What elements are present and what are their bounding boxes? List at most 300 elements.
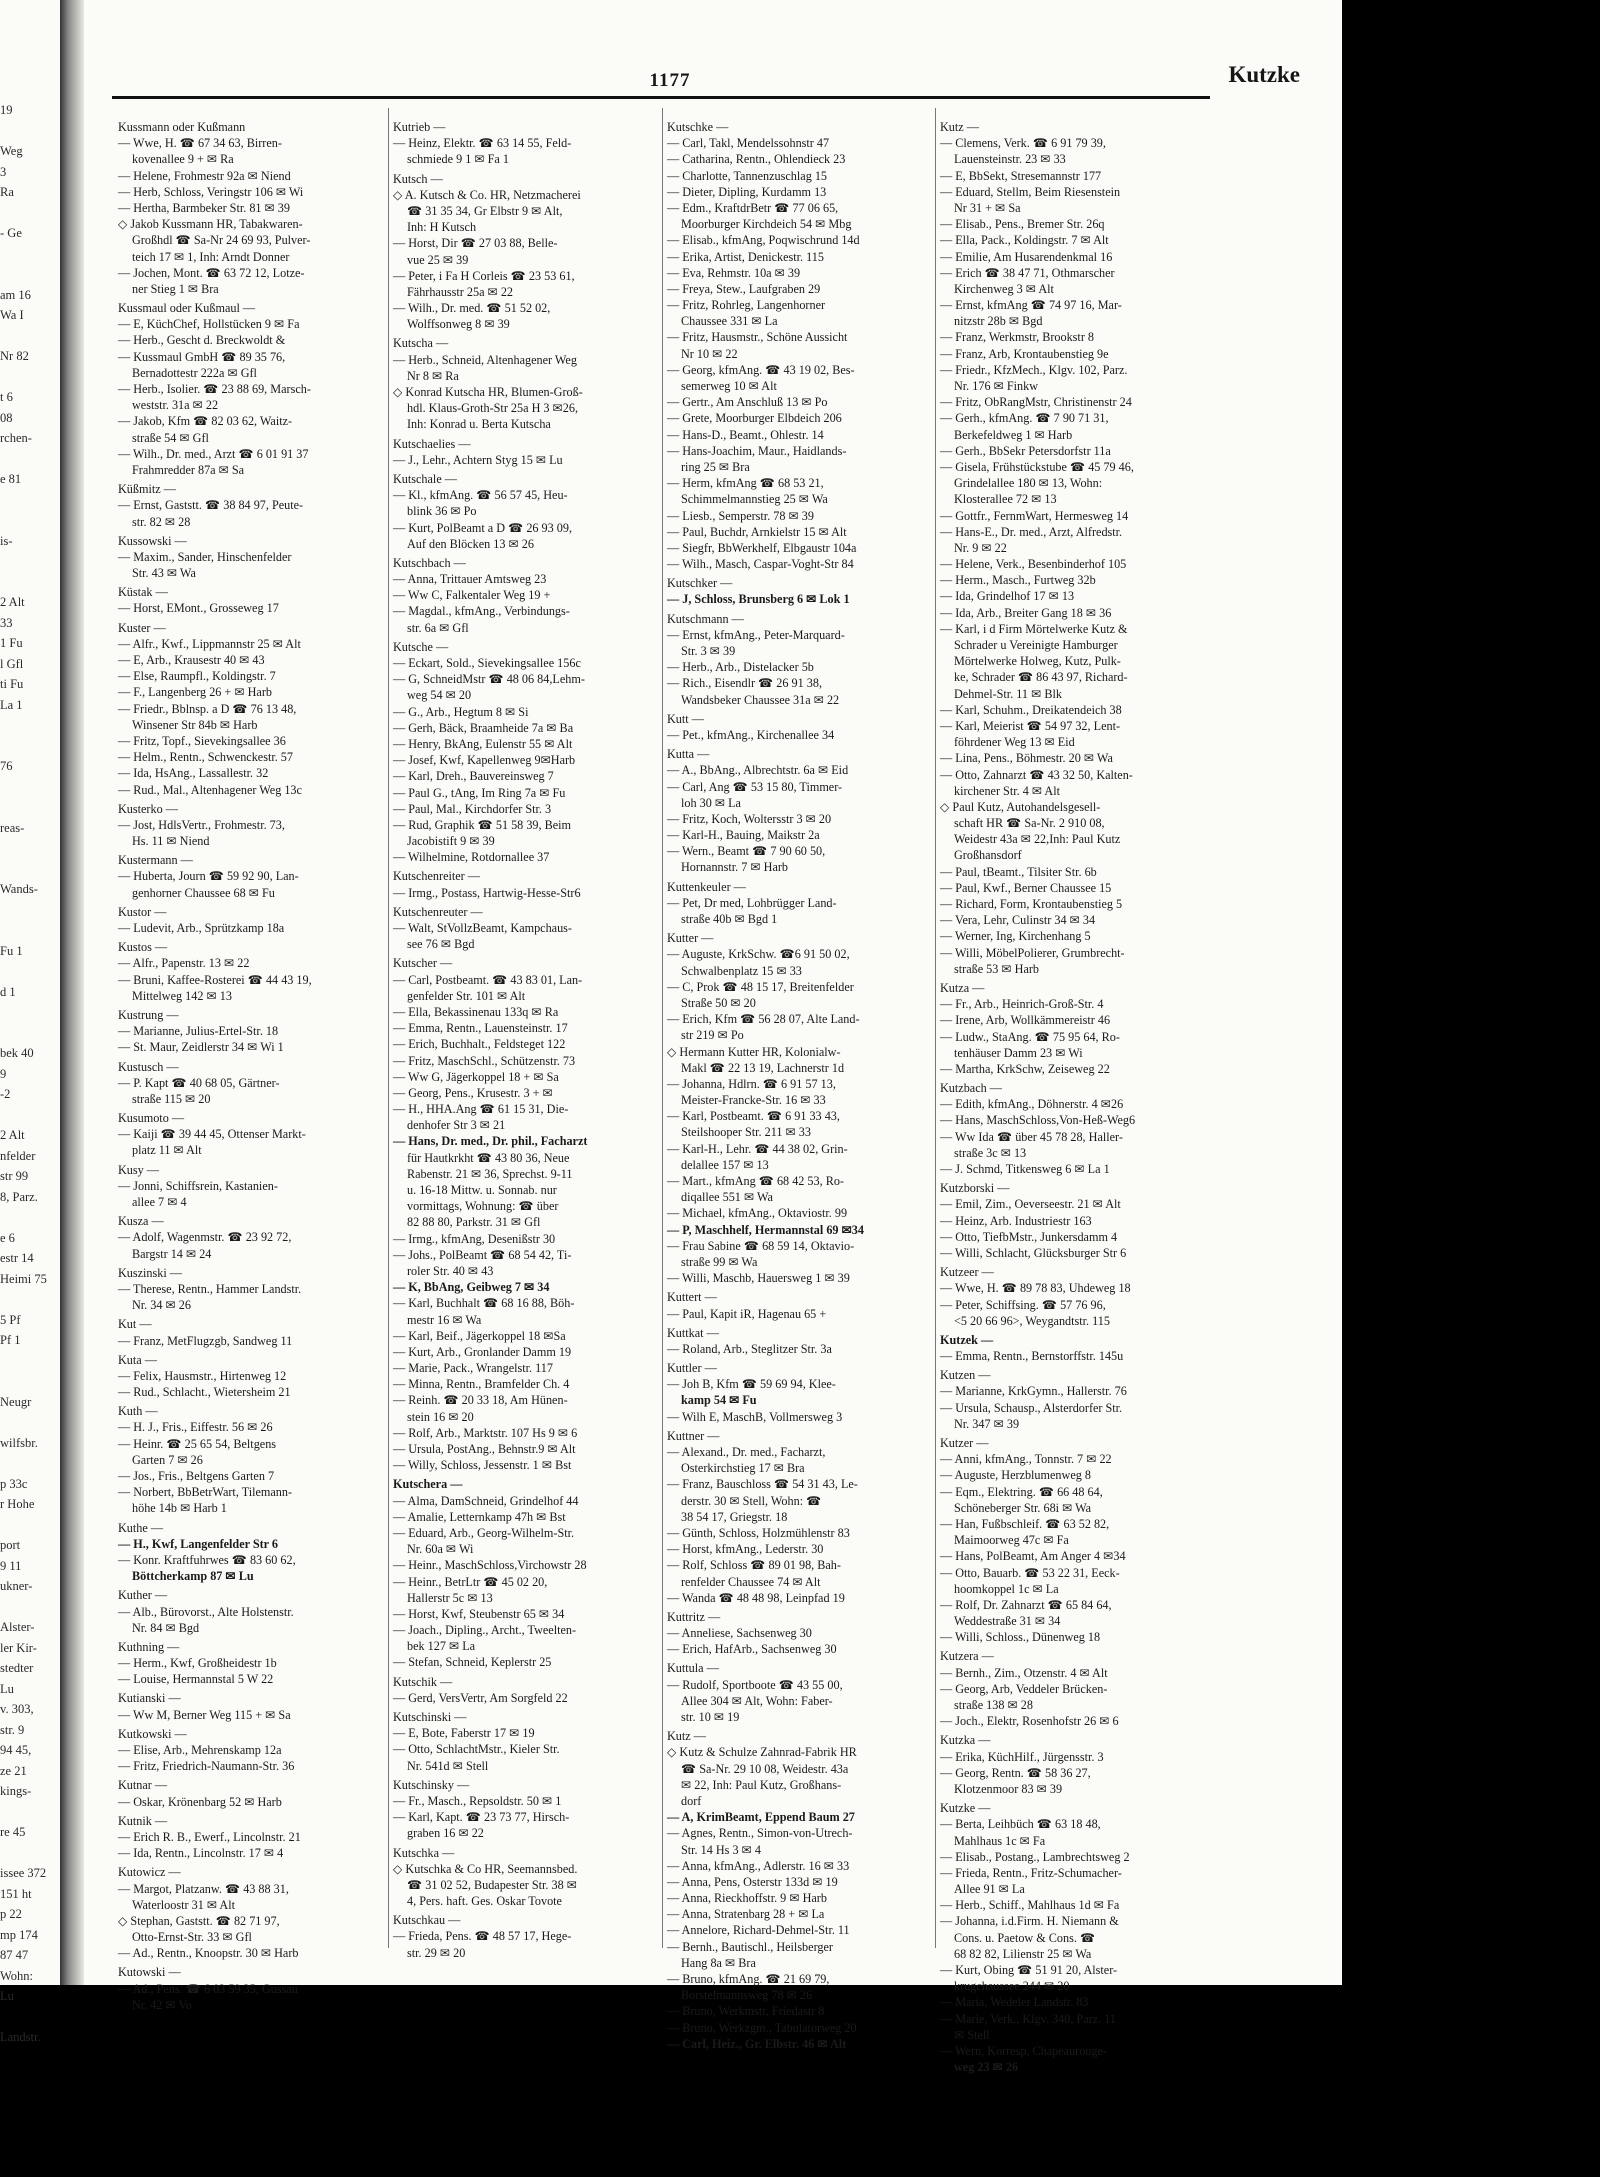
directory-entry-line: — Wilh., Dr. med. ☎ 51 52 02, [393, 301, 551, 316]
directory-entry-line: — Ludevit, Arb., Sprützkamp 18a [118, 921, 285, 935]
directory-entry-line: — Karl, Kapt. ☎ 23 73 77, Hirsch- [393, 1810, 570, 1825]
directory-entry-line: — Frieda, Pens. ☎ 48 57 17, Hege- [393, 1929, 572, 1944]
directory-entry-line: Allee 91 ✉ La [954, 1882, 1025, 1897]
directory-entry-line: — Alma, DamSchneid, Grindelhof 44 [393, 1493, 579, 1508]
facing-page-text [0, 1371, 60, 1392]
facing-page-text: 8, Parz. [0, 1189, 38, 1204]
directory-column-3 [667, 116, 939, 2051]
directory-entry-line: — Peter, i Fa H Corleis ☎ 23 53 61, [393, 268, 575, 283]
directory-entry-line: — Kurt, Arb., Gronlander Damm 19 [393, 1344, 572, 1359]
directory-entry-line: ☎ Sa-Nr. 29 10 08, Weidestr. 43a [681, 1761, 849, 1776]
facing-page-text: Landstr. [0, 2030, 41, 2044]
directory-entry-line: — Bernh., Bautischl., Heilsberger [667, 1939, 833, 1954]
surname-heading: Kutzera — [940, 1649, 994, 1664]
directory-entry-line: — H., HHA.Ang ☎ 61 15 31, Die- [393, 1102, 569, 1117]
directory-entry-line: — A., BbAng., Albrechtstr. 6a ✉ Eid [667, 763, 849, 778]
facing-page-text: 94 45, [0, 1743, 32, 1757]
directory-entry-line: Cons. u. Paetow & Cons. ☎ [954, 1930, 1096, 1945]
facing-page-text [0, 1453, 60, 1474]
directory-entry-line: Chaussee 331 ✉ La [681, 314, 778, 329]
directory-entry-line: — Fritz, Topf., Sievekingsallee 36 [118, 733, 286, 748]
directory-entry-line: ◇ Kutschka & Co HR, Seemannsbed. [393, 1861, 578, 1876]
directory-entry-line: — Friedr., KfzMech., Klgv. 102, Parz. [940, 362, 1128, 377]
directory-entry-line: — Maria, Wedeler Landstr. 83 [940, 1995, 1089, 2010]
directory-entry-line: — Wern., Beamt ☎ 7 90 60 50, [667, 844, 826, 859]
directory-entry-line: — Emilie, Am Husarendenkmal 16 [940, 249, 1113, 264]
directory-entry-line: 38 54 17, Griegstr. 18 [681, 1509, 788, 1524]
facing-page-text: bek 40 [0, 1046, 34, 1060]
directory-entry-line: — Bernh., Zim., Otzenstr. 4 ✉ Alt [940, 1665, 1108, 1680]
directory-entry-line: Wolffsonweg 8 ✉ 39 [407, 317, 510, 332]
facing-page-text: ze 21 [0, 1763, 27, 1778]
surname-heading: Kutta — [667, 747, 710, 762]
directory-entry-line: — Elise, Arb., Mehrenskamp 12a [118, 1743, 282, 1757]
surname-heading: Kuttler — [667, 1361, 717, 1376]
surname-heading: Kuthe — [118, 1520, 164, 1535]
directory-entry-line: — Johs., PolBeamt ☎ 68 54 42, Ti- [393, 1247, 572, 1262]
facing-page-text: 87 47 [0, 1948, 29, 1962]
directory-entry-line: — Anna, Trittauer Amtsweg 23 [393, 572, 547, 587]
facing-page-text: re 45 [0, 1825, 26, 1839]
directory-entry-line: — Ida, Rentn., Lincolnstr. 17 ✉ 4 [118, 1846, 284, 1861]
directory-entry-line: ◇ Stephan, Gaststt. ☎ 82 71 97, [118, 1913, 280, 1928]
directory-entry-line: — Fritz, MaschSchl., Schützenstr. 73 [393, 1053, 576, 1068]
directory-entry-line: blink 36 ✉ Po [407, 504, 477, 519]
directory-entry-line: Kirchenweg 3 ✉ Alt [954, 281, 1054, 296]
facing-page-text: p 22 [0, 1907, 22, 1921]
directory-entry-line: — Herm., Kwf, Großheidestr 1b [118, 1656, 277, 1671]
directory-entry-line: genfelder Str. 101 ✉ Alt [407, 988, 526, 1003]
surname-heading: Kutschinski — [393, 1710, 467, 1724]
directory-entry-line: — Friedr., Bblnsp. a D ☎ 76 13 48, [118, 701, 297, 716]
directory-entry-line: — F., Langenberg 26 + ✉ Harb [118, 685, 272, 700]
directory-entry-line: Nr. 42 ✉ Vo [132, 1997, 192, 2012]
directory-entry-line: — Herm., Masch., Furtweg 32b [940, 573, 1096, 588]
directory-entry-line: — Carl, Takl, Mendelssohnstr 47 [667, 136, 830, 151]
directory-entry-line: — Heinz, Arb. Industriestr 163 [940, 1213, 1092, 1228]
directory-entry-line: — Karl, i d Firm Mörtelwerke Kutz & [940, 621, 1128, 636]
surname-heading: Kutschale — [393, 471, 457, 486]
directory-entry-line: — Marianne, KrkGymn., Hallerstr. 76 [940, 1384, 1127, 1399]
directory-entry-line: — Adolf, Wagenmstr. ☎ 23 92 72, [118, 1230, 292, 1245]
directory-entry-line: — Vera, Lehr, Culinstr 34 ✉ 34 [940, 913, 1096, 928]
directory-entry-line: — Georg, Rentn. ☎ 58 36 27, [940, 1765, 1091, 1780]
directory-entry-line: vue 25 ✉ 39 [407, 252, 469, 267]
directory-entry-line: u. 16-18 Mittw. u. Sonnab. nur [407, 1183, 557, 1197]
surname-heading: Kustos — [118, 940, 168, 955]
directory-entry-line: — Rolf, Arb., Marktstr. 107 Hs 9 ✉ 6 [393, 1425, 578, 1440]
directory-entry-line: — Bruno, Werkmstr, Friedastr 8 [667, 2004, 825, 2019]
facing-page-text: e 6 [0, 1230, 15, 1245]
directory-entry-line: — Erika, KüchHilf., Jürgensstr. 3 [940, 1749, 1104, 1764]
facing-page-text: -2 [0, 1087, 11, 1101]
surname-heading: Kussmaul oder Kußmaul — [118, 301, 256, 316]
directory-entry-line: — Grete, Moorburger Elbdeich 206 [667, 411, 842, 426]
directory-entry-line: straße 53 ✉ Harb [954, 961, 1040, 976]
directory-entry-line: ◇ A. Kutsch & Co. HR, Netzmacherei [393, 187, 581, 202]
directory-entry-line: — Emma, Rentn., Bernstorffstr. 145u [940, 1349, 1124, 1364]
directory-entry-line: nitzstr 28b ✉ Bgd [954, 314, 1043, 329]
directory-entry-line: — Karl, Schuhm., Dreikatendeich 38 [940, 702, 1122, 717]
directory-entry-line: str. 6a ✉ Gfl [407, 620, 469, 635]
facing-page-text [0, 777, 60, 798]
facing-page-text: 08 [0, 410, 13, 425]
directory-entry-line: — Joh B, Kfm ☎ 59 69 94, Klee- [667, 1377, 836, 1392]
directory-entry-line: — Carl, Postbeamt. ☎ 43 83 01, Lan- [393, 972, 583, 987]
directory-entry-line: — Jonni, Schiffsrein, Kastanien- [118, 1178, 278, 1193]
directory-entry-line: Nr. 347 ✉ 39 [954, 1416, 1020, 1431]
directory-entry-line: straße 99 ✉ Wa [681, 1254, 758, 1269]
directory-entry-line: ner Stieg 1 ✉ Bra [132, 281, 219, 296]
directory-entry-line: — Jakob, Kfm ☎ 82 03 62, Waitz- [118, 414, 293, 429]
surname-heading: Kutschenreiter — [393, 869, 480, 884]
directory-entry-line: genhorner Chaussee 68 ✉ Fu [132, 885, 275, 900]
surname-heading: Kusy — [118, 1162, 159, 1177]
directory-entry-line: — Hans, MaschSchloss,Von-Heß-Weg6 [940, 1113, 1136, 1128]
surname-heading: Kutzbach — [940, 1081, 1002, 1096]
directory-entry-line: — Reinh. ☎ 20 33 18, Am Hünen- [393, 1393, 568, 1408]
directory-entry-line: — Carl, Ang ☎ 53 15 80, Timmer- [667, 779, 843, 794]
surname-heading: Kutz — [667, 1729, 706, 1744]
directory-entry-line: kirchener Str. 4 ✉ Alt [954, 783, 1061, 798]
directory-entry-line: — Auguste, KrkSchw. ☎6 91 50 02, [667, 947, 850, 962]
facing-page-text [0, 859, 60, 880]
directory-entry-line: tenhäuser Damm 23 ✉ Wi [954, 1045, 1083, 1060]
directory-entry-line: — Georg, Arb, Veddeler Brücken- [940, 1681, 1108, 1696]
directory-entry-line: — Heinr., MaschSchloss,Virchowstr 28 [393, 1558, 587, 1573]
facing-page-text: 5 Pf [0, 1312, 21, 1327]
directory-entry-line: diqallee 551 ✉ Wa [681, 1190, 773, 1205]
directory-entry-line: — Georg, kfmAng. ☎ 43 19 02, Bes- [667, 362, 855, 377]
facing-page-text: e 81 [0, 472, 22, 486]
facing-page-text [0, 1023, 60, 1044]
surname-heading: Kutschaelies — [393, 436, 471, 451]
directory-entry-line: — Erich ☎ 38 47 71, Othmarscher [940, 265, 1115, 280]
directory-entry-line: Str. 14 Hs 3 ✉ 4 [681, 1842, 761, 1857]
directory-entry-line: — Gisela, Frühstückstube ☎ 45 79 46, [940, 459, 1134, 474]
directory-entry-line: Maimoorweg 47c ✉ Fa [954, 1533, 1069, 1548]
surname-heading: Küstak — [118, 585, 168, 600]
directory-entry-line: — Rich., Eisendlr ☎ 26 91 38, [667, 676, 822, 691]
directory-entry-line: — Karl, Meierist ☎ 54 97 32, Lent- [940, 718, 1121, 733]
facing-page-text: 2 Alt [0, 595, 25, 609]
directory-entry-line: — Lina, Pens., Böhmestr. 20 ✉ Wa [940, 751, 1113, 766]
directory-entry-line: Nr. 176 ✉ Finkw [954, 379, 1039, 393]
directory-entry-line: — Paul, Mal., Kirchdorfer Str. 3 [393, 801, 552, 816]
directory-entry-line: Otto-Ernst-Str. 33 ✉ Gfl [132, 1930, 252, 1945]
facing-page-text: rchen- [0, 431, 32, 445]
surname-heading: Kutschera — [393, 1477, 463, 1492]
facing-page-text [0, 736, 60, 757]
directory-entry-line: — Gertr., Am Anschluß 13 ✉ Po [667, 395, 828, 410]
facing-page-text: l Gfl [0, 656, 24, 671]
directory-entry-line: — Ernst, kfmAng., Peter-Marquard- [667, 627, 845, 642]
surname-heading: Kuster — [118, 620, 166, 635]
surname-heading: Kutschke — [667, 120, 729, 134]
surname-heading: Kusterko — [118, 801, 178, 816]
directory-entry-line: — Ida, Grindelhof 17 ✉ 13 [940, 589, 1075, 604]
directory-entry-line: — Otto, Zahnarzt ☎ 43 32 50, Kalten- [940, 767, 1133, 782]
directory-entry-line: roler Str. 40 ✉ 43 [407, 1263, 494, 1278]
directory-entry-line: — K, BbAng, Geibweg 7 ✉ 34 [393, 1280, 550, 1295]
surname-heading: Kutrieb — [393, 120, 446, 134]
directory-entry-line: weg 54 ✉ 20 [407, 688, 472, 703]
facing-page-text: 19 [0, 103, 13, 117]
directory-entry-line: straße 115 ✉ 20 [132, 1091, 211, 1106]
surname-heading: Kutnik — [118, 1813, 168, 1828]
facing-page-text [0, 449, 60, 470]
directory-entry-line: — Herb, Schloss, Veringstr 106 ✉ Wi [118, 184, 304, 199]
facing-page-text: ler Kir- [0, 1640, 37, 1655]
directory-entry-line: — Ursula, Schausp., Alsterdorfer Str. [940, 1400, 1123, 1415]
facing-page-text: Neugr [0, 1394, 32, 1409]
directory-entry-line: <5 20 66 96>, Weygandtstr. 115 [954, 1313, 1110, 1328]
directory-entry-line: — Ww Ida ☎ über 45 78 28, Haller- [940, 1129, 1123, 1144]
directory-entry-line: — Heinz, Elektr. ☎ 63 14 55, Feld- [393, 136, 572, 151]
directory-entry-line: — Gerd, VersVertr, Am Sorgfeld 22 [393, 1690, 568, 1705]
surname-heading: Kutzke — [940, 1801, 991, 1816]
directory-entry-line: — Else, Raumpfl., Koldingstr. 7 [118, 669, 276, 684]
directory-entry-line: Großhdl ☎ Sa-Nr 24 69 93, Pulver- [132, 233, 311, 248]
directory-entry-line: Großhansdorf [954, 848, 1022, 863]
directory-entry-line: — Karl, Buchhalt ☎ 68 16 88, Böh- [393, 1296, 575, 1311]
directory-entry-line: — Emma, Rentn., Lauensteinstr. 17 [393, 1021, 568, 1036]
directory-entry-line: ring 25 ✉ Bra [681, 459, 750, 474]
facing-page-text: kings- [0, 1784, 32, 1798]
directory-entry-line: für Hautkrkht ☎ 43 80 36, Neue [407, 1150, 570, 1165]
directory-entry-line: Auf den Blöcken 13 ✉ 26 [407, 536, 534, 551]
directory-entry-line: — Ursula, PostAng., Behnstr.9 ✉ Alt [393, 1442, 576, 1456]
directory-entry-line: vormittags, Wohnung: ☎ über [407, 1199, 559, 1214]
directory-entry-line: — Erich, Kfm ☎ 56 28 07, Alte Land- [667, 1012, 860, 1027]
directory-entry-line: Inh: Konrad u. Berta Kutscha [407, 417, 551, 432]
directory-entry-line: — Elisab., Postang., Lambrechtsweg 2 [940, 1849, 1130, 1864]
directory-entry-line: höhe 14b ✉ Harb 1 [132, 1501, 227, 1516]
directory-entry-line: — Oskar, Krönenbarg 52 ✉ Harb [118, 1794, 282, 1809]
directory-entry-line: — Hans, Dr. med., Dr. phil., Facharzt [393, 1134, 588, 1149]
surname-heading: Kuta — [118, 1352, 157, 1367]
directory-entry-line: — Wanda ☎ 48 48 98, Leinpfad 19 [667, 1590, 845, 1605]
directory-entry-line: Mittelweg 142 ✉ 13 [132, 988, 232, 1003]
directory-entry-line: — Georg, Pens., Krusestr. 3 + ✉ [393, 1085, 553, 1100]
directory-entry-line: Bargstr 14 ✉ 24 [132, 1246, 212, 1261]
directory-entry-line: — Herm, kfmAng ☎ 68 53 21, [667, 476, 824, 491]
directory-entry-line: — Anna, Rieckhoffstr. 9 ✉ Harb [667, 1891, 827, 1906]
directory-entry-line: — Kaiji ☎ 39 44 45, Ottenser Markt- [118, 1127, 306, 1142]
surname-heading: Kutowski — [118, 1965, 181, 1980]
directory-entry-line: — E, Arb., Krausestr 40 ✉ 43 [118, 653, 265, 667]
surname-heading: Kuszinski — [118, 1265, 182, 1280]
directory-entry-line: föhrdener Weg 13 ✉ Eid [954, 735, 1075, 750]
directory-entry-line: — Clemens, Verk. ☎ 6 91 79 39, [940, 136, 1106, 151]
directory-entry-line: renfelder Chaussee 74 ✉ Alt [681, 1574, 821, 1589]
directory-entry-line: Hang 8a ✉ Bra [681, 1955, 756, 1970]
directory-entry-line: — Alexand., Dr. med., Facharzt, [667, 1445, 826, 1459]
directory-entry-line: Klosterallee 72 ✉ 13 [954, 492, 1057, 507]
surname-heading: Kutsche — [393, 639, 449, 654]
facing-page-text: Wa I [0, 308, 24, 322]
surname-heading: Kut — [118, 1317, 152, 1332]
directory-entry-line: — Wilh E, MaschB, Vollmersweg 3 [667, 1409, 843, 1424]
surname-heading: Kuttert — [667, 1290, 717, 1305]
directory-entry-line: — Rud., Schlacht., Wietersheim 21 [118, 1385, 291, 1400]
directory-entry-line: Wandsbeker Chaussee 31a ✉ 22 [681, 692, 840, 707]
directory-entry-line: — Marie, Verk., Klgv. 340, Parz. 11 [940, 2011, 1116, 2026]
directory-column-4 [940, 116, 1212, 2075]
facing-page-text: v. 303, [0, 1702, 34, 1716]
surname-heading: Kutt — [667, 711, 704, 726]
directory-entry-line: — Ernst, kfmAng ☎ 74 97 16, Mar- [940, 298, 1122, 313]
directory-entry-line: — A, KrimBeamt, Eppend Baum 27 [667, 1810, 855, 1825]
facing-page-text: wilfsbr. [0, 1435, 38, 1450]
directory-entry-line: Mahlhaus 1c ✉ Fa [954, 1833, 1046, 1848]
facing-page-text: 1 Fu [0, 636, 23, 650]
directory-entry-line: — Irene, Arb, Wollkämmereistr 46 [940, 1013, 1111, 1028]
directory-entry-line: Hs. 11 ✉ Niend [132, 834, 210, 849]
surname-heading: Kustermann — [118, 853, 193, 868]
facing-page-text [0, 715, 60, 736]
directory-entry-line: schaft HR ☎ Sa-Nr. 2 910 08, [954, 816, 1105, 831]
facing-page-text: Lu [0, 1681, 14, 1696]
directory-entry-line: Böttcherkamp 87 ✉ Lu [132, 1569, 254, 1584]
facing-page-text: str 99 [0, 1169, 29, 1183]
directory-entry-line: — Gerh., BbSekr Petersdorfstr 11a [940, 443, 1111, 458]
directory-entry-line: — Marianne, Julius-Ertel-Str. 18 [118, 1024, 279, 1039]
surname-heading: Kutschker — [667, 576, 733, 591]
facing-page-text [0, 490, 60, 511]
directory-entry-line: — Martha, KrkSchw, Zeiseweg 22 [940, 1061, 1110, 1076]
directory-entry-line: ☎ 31 35 34, Gr Elbstr 9 ✉ Alt, [407, 203, 563, 218]
directory-entry-line: — Fritz, Koch, Woltersstr 3 ✉ 20 [667, 811, 832, 826]
facing-page-text [0, 510, 60, 531]
directory-entry-line: Winsener Str 84b ✉ Harb [132, 717, 258, 732]
directory-entry-line: stein 16 ✉ 20 [407, 1409, 474, 1424]
directory-entry-line: — Siegfr, BbWerkhelf, Elbgaustr 104a [667, 540, 857, 555]
directory-entry-line: derstr. 30 ✉ Stell, Wohn: ☎ [681, 1493, 822, 1508]
directory-entry-line: — Felix, Hausmstr., Hirtenweg 12 [118, 1368, 287, 1383]
directory-entry-line: Allee 304 ✉ Alt, Wohn: Faber- [681, 1693, 833, 1708]
directory-entry-line: semerweg 10 ✉ Alt [681, 379, 777, 393]
directory-entry-line: Nr. 60a ✉ Wi [407, 1542, 474, 1557]
surname-heading: Kutscha — [393, 336, 449, 351]
directory-entry-line: Makl ☎ 22 13 19, Lachnerstr 1d [681, 1060, 845, 1075]
directory-entry-line: — Gerh, Bäck, Braamheide 7a ✉ Ba [393, 720, 574, 735]
directory-entry-line: — Anni, kfmAng., Tonnstr. 7 ✉ 22 [940, 1452, 1112, 1467]
facing-page-text: port [0, 1538, 21, 1552]
facing-page-text: Fu 1 [0, 943, 23, 958]
directory-entry-line: — Liesb., Semperstr. 78 ✉ 39 [667, 508, 814, 523]
surname-heading: Kussowski — [118, 533, 187, 548]
facing-page-text: Weg [0, 144, 23, 158]
facing-page-text: Lu [0, 1989, 14, 2003]
directory-entry-line: — Ludw., StaAng. ☎ 75 95 64, Ro- [940, 1029, 1120, 1044]
directory-entry-line: — Edith, kfmAng., Döhnerstr. 4 ✉26 [940, 1097, 1124, 1112]
directory-entry-line: — Fr., Masch., Repsoldstr. 50 ✉ 1 [393, 1793, 562, 1808]
directory-entry-line: kamp 54 ✉ Fu [681, 1393, 757, 1408]
surname-heading: Kutschkau — [393, 1913, 461, 1928]
facing-page-text: Wohn: [0, 1968, 34, 1983]
directory-entry-line: — Pet., kfmAng., Kirchenallee 34 [667, 727, 835, 742]
surname-heading: Kutschik — [393, 1674, 453, 1689]
directory-entry-line: — Fritz, Rohrleg, Langenhorner [667, 298, 826, 313]
directory-entry-line: — Maxim., Sander, Hinschenfelder [118, 549, 292, 564]
directory-entry-line: — Norbert, BbBetrWart, Tilemann- [118, 1485, 293, 1500]
directory-entry-line: — Kurt, PolBeamt a D ☎ 26 93 09, [393, 520, 573, 535]
directory-entry-line: — Karl, Postbeamt. ☎ 6 91 33 43, [667, 1109, 840, 1124]
surname-heading: Kuth — [118, 1404, 158, 1419]
facing-page-text [0, 244, 60, 265]
facing-page-text [0, 1515, 60, 1536]
directory-entry-line: — Rudolf, Sportboote ☎ 43 55 00, [667, 1677, 843, 1692]
directory-entry-line: — Hans, PolBeamt, Am Anger 4 ✉34 [940, 1549, 1126, 1564]
directory-entry-line: — Karl-H., Lehr. ☎ 44 38 02, Grin- [667, 1141, 848, 1156]
directory-entry-line: — Richard, Form, Krontaubenstieg 5 [940, 897, 1123, 911]
directory-entry-line: hoomkoppel 1c ✉ La [954, 1581, 1059, 1596]
directory-entry-line: — Erika, Artist, Denickestr. 115 [667, 249, 824, 264]
facing-page-text: Nr 82 [0, 349, 29, 363]
directory-entry-line: graben 16 ✉ 22 [407, 1826, 484, 1841]
facing-page-text: 33 [0, 615, 13, 630]
directory-entry-line: — Günth, Schloss, Holzmühlenstr 83 [667, 1525, 850, 1540]
directory-entry-line: ✉ Stell [954, 2027, 990, 2042]
directory-entry-line: — Franz, MetFlugzgb, Sandweg 11 [118, 1333, 293, 1348]
surname-heading: Kustrung — [118, 1007, 179, 1022]
facing-page-text: 9 11 [0, 1558, 22, 1573]
directory-entry-line: — Joach., Dipling., Archt., Tweelten- [393, 1623, 577, 1638]
directory-entry-line: ◇ Hermann Kutter HR, Kolonialw- [667, 1044, 841, 1059]
directory-entry-line: — H. J., Fris., Eiffestr. 56 ✉ 26 [118, 1420, 273, 1435]
directory-entry-line: Schöneberger Str. 68i ✉ Wa [954, 1500, 1092, 1515]
surname-heading: Kutschenreuter — [393, 904, 483, 919]
facing-page-text: 3 [0, 164, 7, 179]
surname-heading: Kutzka — [940, 1733, 991, 1748]
directory-entry-line: Steilshooper Str. 211 ✉ 33 [681, 1125, 811, 1140]
surname-heading: Kutza — [940, 980, 985, 995]
surname-heading: Küßmitz — [118, 482, 176, 497]
directory-entry-line: — Konr. Kraftfuhrwes ☎ 83 60 62, [118, 1552, 296, 1567]
surname-heading: Kusza — [118, 1214, 164, 1229]
directory-entry-line: — Irmg., kfmAng, Desenißstr 30 [393, 1231, 556, 1246]
facing-page-text: reas- [0, 820, 25, 835]
directory-entry-line: — P, Maschhelf, Hermannstal 69 ✉34 [667, 1222, 864, 1237]
directory-entry-line: ke, Schrader ☎ 86 43 97, Richard- [954, 670, 1128, 685]
surname-heading: Kutzen — [940, 1368, 991, 1383]
facing-page-text [0, 1002, 60, 1023]
surname-heading: Kutzborski — [940, 1181, 1010, 1196]
directory-entry-line: — Wilh., Masch, Caspar-Voght-Str 84 [667, 557, 854, 572]
directory-entry-line: — Herb., Isolier. ☎ 23 88 69, Marsch- [118, 382, 311, 396]
directory-entry-line: Bernadottestr 222a ✉ Gfl [132, 365, 257, 380]
directory-entry-line: — Pet, Dr med, Lohbrügger Land- [667, 895, 837, 910]
directory-entry-line: — Marie, Pack., Wrangelstr. 117 [393, 1361, 553, 1376]
facing-page-text: stedter [0, 1661, 34, 1675]
directory-entry-line: — J. Schmd, Titkensweg 6 ✉ La 1 [940, 1162, 1110, 1176]
facing-page-text: - Ge [0, 226, 22, 240]
facing-page-text [0, 920, 60, 941]
facing-page-text [0, 1843, 60, 1864]
facing-page-text: is- [0, 533, 13, 548]
directory-entry-line: mestr 16 ✉ Wa [407, 1312, 482, 1327]
directory-entry-line: platz 11 ✉ Alt [132, 1143, 202, 1158]
directory-entry-line: teich 17 ✉ 1, Inh: Arndt Donner [132, 249, 290, 264]
directory-entry-line: — Anneliese, Sachsenweg 30 [667, 1626, 812, 1641]
directory-entry-line: — Paul, tBeamt., Tilsiter Str. 6b [940, 864, 1097, 879]
directory-entry-line: — Frau Sabine ☎ 68 59 14, Oktavio- [667, 1238, 855, 1253]
directory-entry-line: straße 40b ✉ Bgd 1 [681, 912, 778, 926]
directory-entry-line: — Ida, HsAng., Lassallestr. 32 [118, 766, 269, 781]
directory-entry-line: loh 30 ✉ La [681, 795, 741, 810]
directory-entry-line: — Karl-H., Bauing, Maikstr 2a [667, 828, 820, 843]
